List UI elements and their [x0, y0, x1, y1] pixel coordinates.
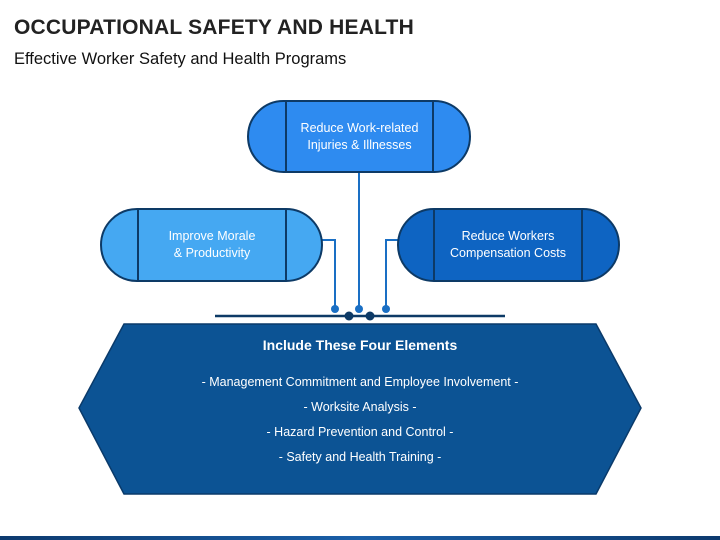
connector-dot	[345, 312, 354, 321]
connector-dot	[331, 305, 339, 313]
bottom-accent-bar	[0, 536, 720, 540]
list-item: - Hazard Prevention and Control -	[266, 425, 454, 439]
connector-dot	[366, 312, 375, 321]
elements-list	[130, 374, 590, 474]
goal-top-text: Reduce Work-related Injuries & Illnesses	[300, 120, 419, 152]
connector-left	[322, 240, 335, 308]
page-subtitle: Effective Worker Safety and Health Programs	[14, 50, 347, 68]
list-item: - Safety and Health Training -	[278, 450, 442, 464]
elements-heading: Include These Four Elements	[262, 337, 458, 353]
connector-right	[386, 240, 398, 308]
list-item: - Worksite Analysis -	[303, 400, 417, 414]
connector-dot	[355, 305, 363, 313]
connector-dot	[382, 305, 390, 313]
connector-dots	[331, 305, 390, 321]
list-item: - Management Commitment and Employee Involvement -	[201, 375, 519, 389]
goal-right-text: Reduce Workers Compensation Costs	[449, 229, 567, 260]
page-title: OCCUPATIONAL SAFETY AND HEALTH	[14, 16, 414, 39]
goal-left-text: Improve Morale & Productivity	[168, 229, 256, 260]
